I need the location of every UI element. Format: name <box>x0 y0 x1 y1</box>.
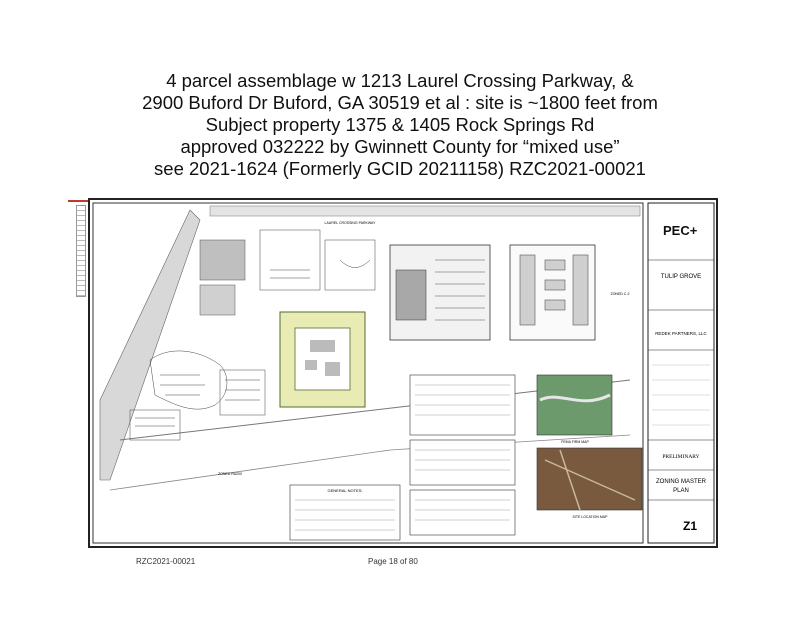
caption-block <box>0 70 800 180</box>
case-number: RZC2021-00021 <box>136 557 196 566</box>
fema-map <box>537 375 612 435</box>
zoned-label: ZONED C-2 <box>610 292 630 296</box>
firm-logo: PEC+ <box>663 223 698 238</box>
client-name: REDEK PARTNERS, LLC <box>655 331 707 336</box>
map1-label: FEMA FIRM MAP <box>561 440 589 444</box>
drawing-title: ZONING MASTER <box>655 479 707 485</box>
caption-line: approved 032222 by Gwinnett County for “mixed use” <box>180 136 620 157</box>
zoned-label-2: ZONED RA200 <box>218 472 242 476</box>
ruler-strip <box>76 205 86 297</box>
map2-label: SITE LOCATION MAP <box>572 515 608 519</box>
caption-line: see 2021-1624 (Formerly GCID 20211158) RZC2021-00021 <box>154 158 646 179</box>
notes-title: GENERAL NOTES: <box>327 488 363 493</box>
sheet-number: Z1 <box>682 519 698 533</box>
preliminary-stamp: PRELIMINARY <box>662 454 700 460</box>
caption-line: 2900 Buford Dr Buford, GA 30519 et al : site is ~1800 feet from <box>142 92 658 113</box>
site-plan-drawing <box>90 200 716 546</box>
project-name: TULIP GROVE <box>660 274 702 280</box>
caption-line: 4 parcel assemblage w 1213 Laurel Crossing Parkway, & <box>166 70 634 91</box>
site-plan-sheet <box>88 198 718 548</box>
drawing-title-2: PLAN <box>673 488 689 494</box>
page-number: Page 18 of 80 <box>368 557 418 566</box>
road-label: LAUREL CROSSING PARKWAY <box>324 221 376 225</box>
caption-line: Subject property 1375 & 1405 Rock Springs Rd <box>205 114 595 135</box>
